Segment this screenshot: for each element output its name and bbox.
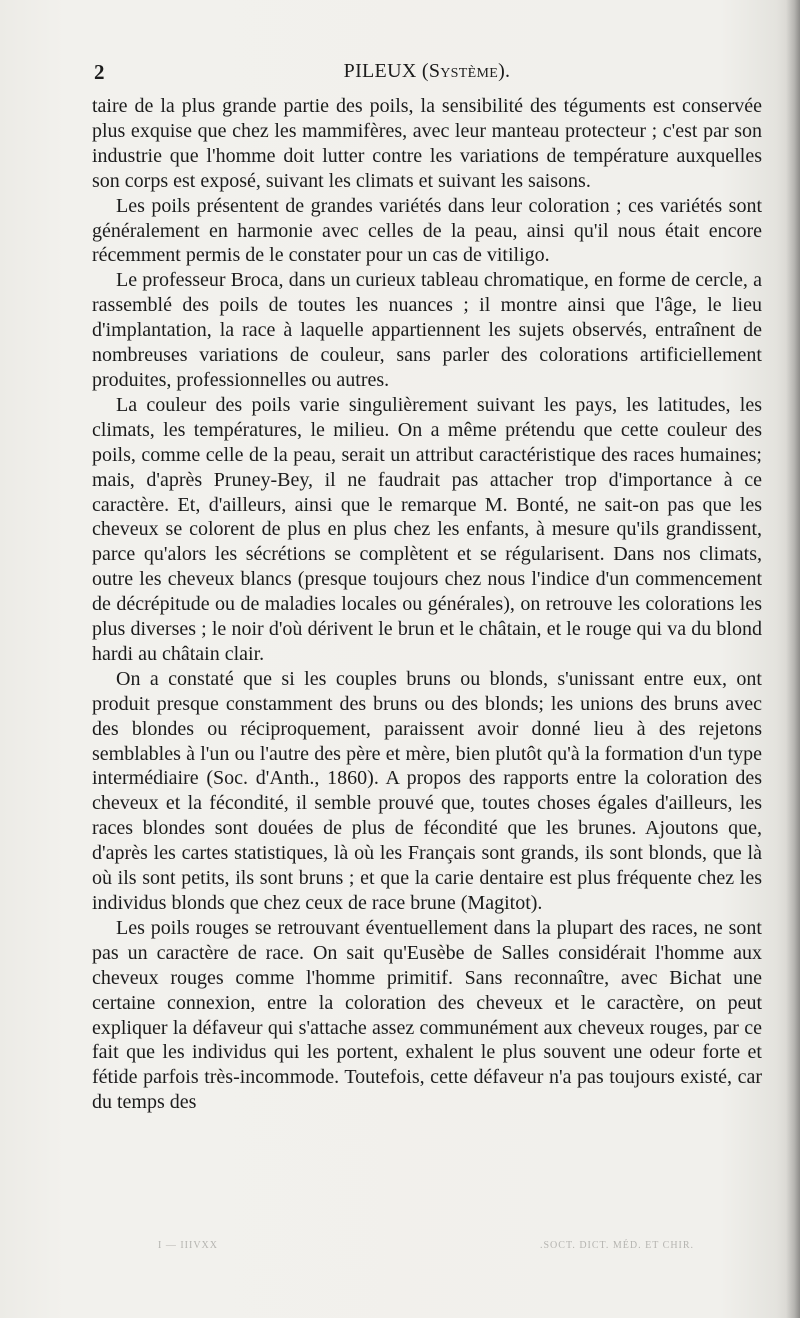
paragraph-4: La couleur des poils varie singulièrement suivant les pays, les latitudes, les climats, les températures, le milieu. On a même prétendu que cette couleur des poils, comme celle de la peau, serait un attribut caractéristique des races humaines; mais, d'après Pruney-Bey, il ne faudrait pas attacher trop d'importance à ce caractère. Et, d'ailleurs, ainsi que le remarque M. Bonté, ne sait-on pas que les cheveux se colorent de plus en plus chez les enfants, à mesure qu'ils grandissent, parce qu'alors les sécrétions se complètent et se régularisent. Dans nos climats, outre les cheveux blancs (presque toujours chez nous l'indice d'un commencement de décrépitude ou de maladies locales ou générales), on retrouve les colorations les plus diverses ; le noir d'où dérivent le brun et le châtain, et le rouge qui va du blond hardi au châtain clair. (92, 393, 762, 665)
footer-signature-mark: I — IIIVXX (158, 1240, 218, 1251)
running-head-smallcaps: Système (428, 60, 499, 82)
paragraph-1: taire de la plus grande partie des poils, la sensibilité des téguments est conservée plus exquise que chez les mammifères, avec leur manteau protecteur ; c'est par son industrie que l'homme doit lutter contre les variations de température auxquelles son corps est exposé, suivant les climats et suivant les saisons. (92, 95, 762, 192)
paragraph-5: On a constaté que si les couples bruns ou blonds, s'unissant entre eux, ont produit presque constamment des bruns ou des blonds; les unions des bruns avec des blondes ou réciproquement, paraissent avoir donné lieu à des rejetons semblables à l'un ou l'autre des père et mère, bien plutôt qu'à la formation d'un type intermédiaire (Soc. d'Anth., 1860). A propos des rapports entre la coloration des cheveux et la fécondité, il semble prouvé que, toutes choses égales d'ailleurs, les races blondes sont douées de plus de fécondité que les brunes. Ajoutons que, d'après les cartes statistiques, là où les Français sont grands, ils sont blonds, que là où ils sont petits, ils sont bruns ; et que la carie dentaire est plus fréquente chez les individus blonds que chez ceux de race brune (Magitot). (92, 667, 762, 914)
footer-imprint-mark: .SOCT. DICT. MÉD. ET CHIR. (540, 1240, 695, 1251)
page-edge-shadow (786, 0, 800, 1318)
page-number: 2 (94, 60, 105, 84)
paragraph-2: Les poils présentent de grandes variétés dans leur coloration ; ces variétés sont généralement en harmonie avec celles de la peau, ainsi qu'il nous était encore récemment permis de le constater pour un cas de vitiligo. (92, 194, 762, 267)
paragraph-3: Le professeur Broca, dans un curieux tableau chromatique, en forme de cercle, a rassemblé des poils de toutes les nuances ; il montre ainsi que l'âge, le lieu d'implantation, la race à laquelle appartiennent les sujets observés, entraînent de nombreuses variations de couleur, sans parler des colorations artificiellement produites, professionnelles ou autres. (92, 269, 762, 391)
paragraph-6: Les poils rouges se retrouvant éventuellement dans la plupart des races, ne sont pas un caractère de race. On sait qu'Eusèbe de Salles considérait l'homme aux cheveux rouges comme l'homme primitif. Sans reconnaître, avec Bichat une certaine connexion, entre la coloration des cheveux et le caractère, on peut expliquer la défaveur qui s'attache assez communément aux cheveux rouges, par ce fait que les individus qui les portent, exhalent le plus souvent une odeur forte et fétide parfois très-incommode. Toutefois, cette défaveur n'a pas toujours existé, car du temps des (92, 916, 762, 1114)
running-head (92, 60, 762, 83)
running-head-end: ). (498, 60, 511, 82)
running-head-main: PILEUX ( (343, 60, 429, 82)
page-header (92, 60, 762, 90)
body-text (92, 94, 762, 1115)
